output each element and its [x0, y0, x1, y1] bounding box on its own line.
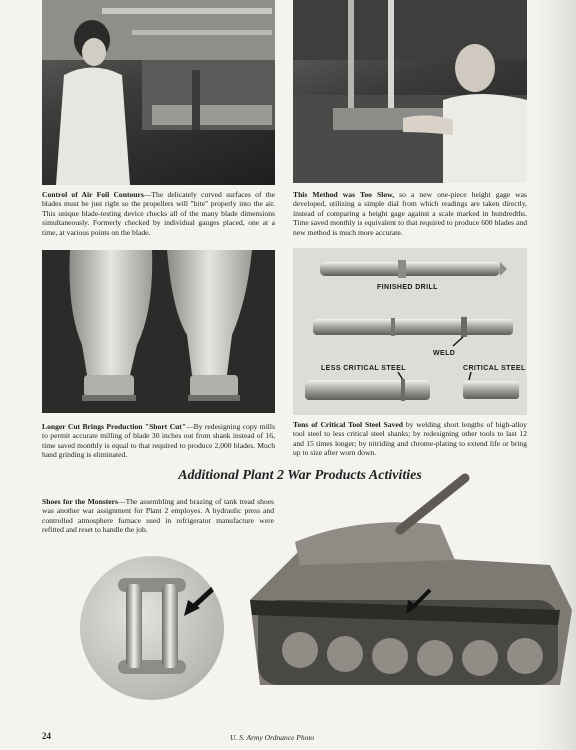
caption-short-cut-body: —By redesigning copy mills to permit accurate milling of blade 30 inches out from shank instead of 16, time saved monthly is equal to that required to produce 2,000 blades. Much hand grinding is eliminated. [42, 422, 275, 460]
caption-tool-steel-title: Tons of Critical Tool Steel Saved [293, 420, 403, 429]
caption-airfoil-body: —The delicately curved surfaces of the blades must be just right so the propellers will "bite" properly into the air. This unique blade-testing device checks all of the many blade dimensions simultaneously. Formerly checked by individual gauges placed, one at a time, at various points on the blade. [42, 190, 275, 237]
caption-airfoil [42, 190, 275, 237]
section-title: Additional Plant 2 War Products Activities [178, 468, 422, 483]
caption-shoes-title: Shoes for the Monsters [42, 497, 119, 506]
photo-airfoil-testing [42, 0, 275, 185]
caption-short-cut-title: Longer Cut Brings Production "Short Cut" [42, 422, 187, 431]
photo-blades-art [42, 250, 275, 413]
photo-tread-shoe-inset [80, 556, 224, 700]
caption-tool-steel-body: by welding short lengths of high-alloy tool steel to less critical steel shanks; by redesigning other tools to last 12 and 15 times longer; by nitriding and chrome-plating to extend life or bring up to size after worn down. [293, 420, 527, 458]
finished-drill [320, 262, 500, 276]
label-less-critical: LESS CRITICAL STEEL [321, 365, 406, 372]
photo-height-gage-art [293, 0, 527, 183]
label-finished-drill: FINISHED DRILL [377, 284, 438, 291]
caption-slow-title: This Method was Too Slow, [293, 190, 395, 199]
caption-shoes-body: —The assembling and brazing of tank tread shoes was another war assignment for Plant 2 employes. A hydraulic press and controlled atmosphere furnace used in refrigerator manufacture were refitted and reset to handle the job. [42, 497, 274, 535]
caption-slow-body: so a new one-piece height gage was developed, utilizing a simple dial from which readings are taken directly, instead of comparing a height gage against a scale marked in hundredths. Time saved monthly is equivalent to that required to produce 600 blades and new method is much more accurate. [293, 190, 527, 237]
label-critical: CRITICAL STEEL [463, 365, 526, 372]
tread-shoe-art [80, 556, 224, 700]
photo-tank [240, 470, 576, 710]
label-weld: WELD [433, 350, 456, 357]
photo-drills-art [293, 248, 527, 415]
caption-airfoil-title: Control of Air Foil Contours [42, 190, 144, 199]
footer-photo-credit: U. S. Army Ordnance Photo [230, 733, 315, 742]
welded-drill [313, 319, 513, 335]
tank-art [240, 470, 576, 710]
footer-page-number: 24 [42, 731, 51, 741]
caption-short-cut [42, 422, 275, 460]
photo-height-gage [293, 0, 527, 183]
photo-propeller-blades [42, 250, 275, 413]
photo-airfoil-art [42, 0, 275, 185]
critical-steel-rod [463, 381, 519, 399]
less-critical-steel-rod [305, 380, 430, 400]
photo-tool-steel-drills [293, 248, 527, 415]
caption-slow-method [293, 190, 527, 237]
arrow-inset [192, 584, 218, 608]
caption-tool-steel [293, 420, 527, 458]
